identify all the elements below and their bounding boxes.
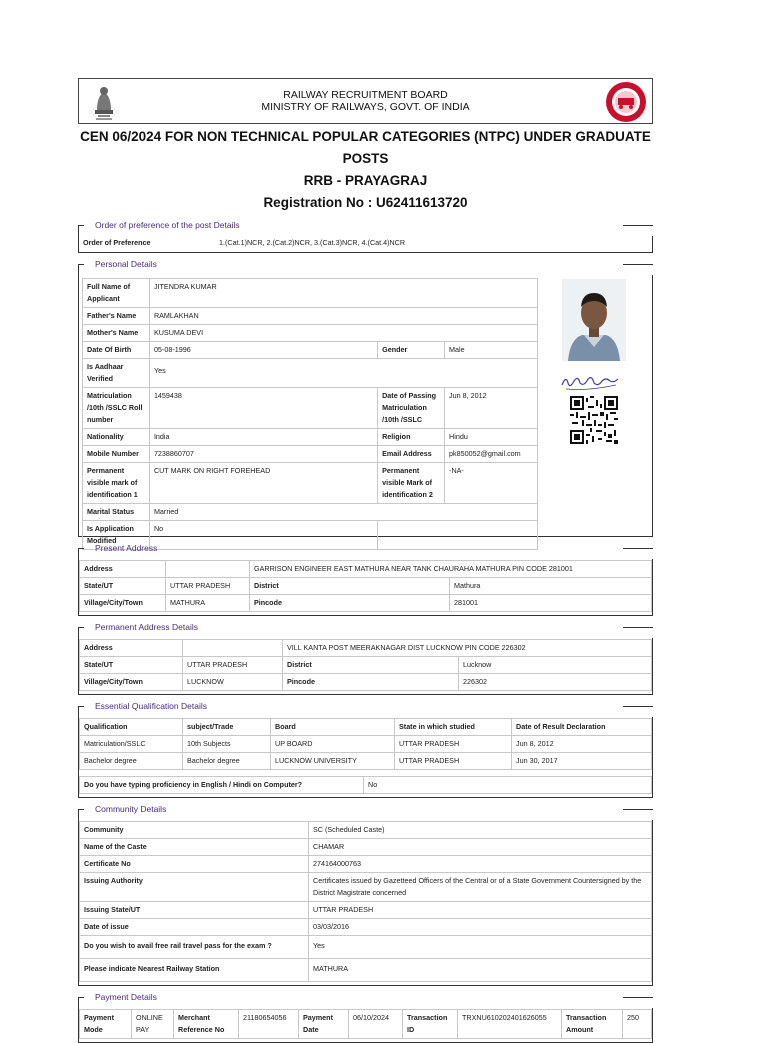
present-state: UTTAR PRADESH [166, 578, 250, 595]
section-title: Community Details [95, 804, 167, 814]
section-title: Order of preference of the post Details [95, 220, 240, 230]
permanent-pincode: 226302 [459, 674, 652, 691]
full-name: JITENDRA KUMAR [149, 279, 537, 308]
present-pincode: 281001 [450, 595, 652, 612]
order-preference-section [78, 220, 653, 253]
exam-title: CEN 06/2024 FOR NON TECHNICAL POPULAR CATEGORIES (NTPC) UNDER GRADUATE POSTS [80, 129, 651, 166]
free-rail-pass: Yes [309, 936, 652, 959]
permanent-district: Lucknow [459, 657, 652, 674]
section-title: Payment Details [95, 992, 157, 1002]
religion: Hindu [445, 429, 538, 446]
typing-proficiency-table: Do you have typing proficiency in English / Hindi on Computer? No [79, 776, 652, 794]
marital-status: Married [149, 504, 537, 521]
section-title: Essential Qualification Details [95, 701, 207, 711]
application-modified: No [149, 521, 377, 550]
transaction-amount: 250 [623, 1010, 652, 1039]
date-of-birth: 05-08-1996 [149, 342, 377, 359]
permanent-state: UTTAR PRADESH [183, 657, 283, 674]
identification-mark-1: CUT MARK ON RIGHT FOREHEAD [149, 463, 377, 504]
payment-date: 06/10/2024 [349, 1010, 403, 1039]
permanent-address-table: Address VILL KANTA POST MEERAKNAGAR DIST LUCKNOW PIN CODE 226302 State/UT UTTAR PRADESH District Lucknow Village/City/Town LUCKNOW Pincode 226302 [79, 639, 652, 691]
qualification-section [78, 701, 653, 798]
qualification-table: Qualification subject/Trade Board State in which studied Date of Result Declaration Matriculation/SSLC 10th Subjects UP BOARD UTTAR PRADESH Jun 8, 2012 Bachelor degree Bachelor degree LUCKNOW UNIVERSITY UTTAR PRADESH Jun 30, 2017 [79, 718, 652, 770]
order-preference-table: Order of Preference 1.(Cat.1)NCR, 2.(Cat.2)NCR, 3.(Cat.3)NCR, 4.(Cat.4)NCR [79, 237, 652, 249]
payment-mode: ONLINE PAY [132, 1010, 174, 1039]
applicant-signature [558, 371, 622, 393]
board-name: RAILWAY RECRUITMENT BOARD [283, 89, 448, 101]
community-section [78, 804, 653, 986]
caste-name: CHAMAR [309, 839, 652, 856]
permanent-village: LUCKNOW [183, 674, 283, 691]
identification-mark-2: -NA- [445, 463, 538, 504]
application-form [78, 78, 653, 1043]
table-row: Bachelor degree Bachelor degree LUCKNOW UNIVERSITY UTTAR PRADESH Jun 30, 2017 [80, 753, 652, 770]
nationality: India [149, 429, 377, 446]
section-title: Personal Details [95, 259, 157, 269]
community-table: Community SC (Scheduled Caste) Name of the Caste CHAMAR Certificate No 274164000763 Issuing Authority Certificates issued by Gazetteed Officers of the Central or of a State Government Countersigned by the District Magistrate concerned Issuing State/UT UTTAR PRADESH Date of issue 03/03/2016 Do you wish to avail free rail travel pass for the exam ? Yes Please indicate Nearest Railway Station MATHURA [79, 821, 652, 982]
mother-name: KUSUMA DEVI [149, 325, 537, 342]
section-title: Present Address [95, 543, 158, 553]
father-name: RAMLAKHAN [149, 308, 537, 325]
qr-code [570, 396, 618, 444]
permanent-address-section [78, 622, 653, 695]
order-preference-value: 1.(Cat.1)NCR, 2.(Cat.2)NCR, 3.(Cat.3)NCR, 4.(Cat.4)NCR [219, 238, 406, 247]
community: SC (Scheduled Caste) [309, 822, 652, 839]
applicant-photo [562, 279, 626, 361]
mobile-number: 7238860707 [149, 446, 377, 463]
form-header [78, 78, 653, 124]
matric-roll-number: 1459438 [149, 388, 377, 429]
transaction-id: TRXNU610202401626055 [458, 1010, 562, 1039]
permanent-address: VILL KANTA POST MEERAKNAGAR DIST LUCKNOW PIN CODE 226302 [283, 640, 652, 657]
personal-details-section [78, 259, 653, 545]
national-emblem-icon [89, 82, 119, 122]
registration-number: Registration No : U62411613720 [263, 195, 468, 210]
issuing-state: UTTAR PRADESH [309, 902, 652, 919]
matric-passing-date: Jun 8, 2012 [445, 388, 538, 429]
table-row: Matriculation/SSLC 10th Subjects UP BOARD UTTAR PRADESH Jun 8, 2012 [80, 736, 652, 753]
typing-proficiency: No [364, 777, 652, 794]
rrb-name: RRB - PRAYAGRAJ [303, 173, 428, 188]
certificate-number: 274164000763 [309, 856, 652, 873]
gender: Male [445, 342, 538, 359]
present-address: GARRISON ENGINEER EAST MATHURA NEAR TANK CHAURAHA MATHURA PIN CODE 281001 [250, 561, 652, 578]
indian-railways-logo-icon [604, 80, 648, 124]
present-village: MATHURA [166, 595, 250, 612]
nearest-railway-station: MATHURA [309, 959, 652, 982]
personal-details-table: Full Name of Applicant JITENDRA KUMAR Father's Name RAMLAKHAN Mother's Name KUSUMA DEVI Date Of Birth 05-08-1996 Gender Male Is Aadhaar Verified Yes Matriculation /10th /SSLC Roll number 1459438 Date of Passing Matriculation /10th /SSLC Jun 8, 2012 Nationality India Religion Hindu Mobile Number 7238860707 Email Address pk850052@gmail.com Permanent visible mark of identification 1 CUT MARK ON RIGHT FOREHEAD Permanent visible Mark of identification 2 -NA- Marital Status Married Is Application Modified No [82, 278, 538, 550]
aadhaar-verified: Yes [149, 359, 537, 388]
ministry-name: MINISTRY OF RAILWAYS, GOVT. OF INDIA [261, 101, 470, 113]
issuing-authority: Certificates issued by Gazetteed Officers of the Central or of a State Government Countersigned by the District Magistrate concerned [309, 873, 652, 902]
section-title: Permanent Address Details [95, 622, 198, 632]
payment-section [78, 992, 653, 1043]
date-of-issue: 03/03/2016 [309, 919, 652, 936]
email-address: pk850052@gmail.com [445, 446, 538, 463]
merchant-reference: 21180654056 [239, 1010, 299, 1039]
present-address-section [78, 543, 653, 616]
present-address-table: Address GARRISON ENGINEER EAST MATHURA NEAR TANK CHAURAHA MATHURA PIN CODE 281001 State/UT UTTAR PRADESH District Mathura Village/City/Town MATHURA Pincode 281001 [79, 560, 652, 612]
payment-table: Payment Mode ONLINE PAY Merchant Reference No 21180654056 Payment Date 06/10/2024 Transaction ID TRXNU610202401626055 Transaction Amount 250 [79, 1009, 652, 1039]
present-district: Mathura [450, 578, 652, 595]
